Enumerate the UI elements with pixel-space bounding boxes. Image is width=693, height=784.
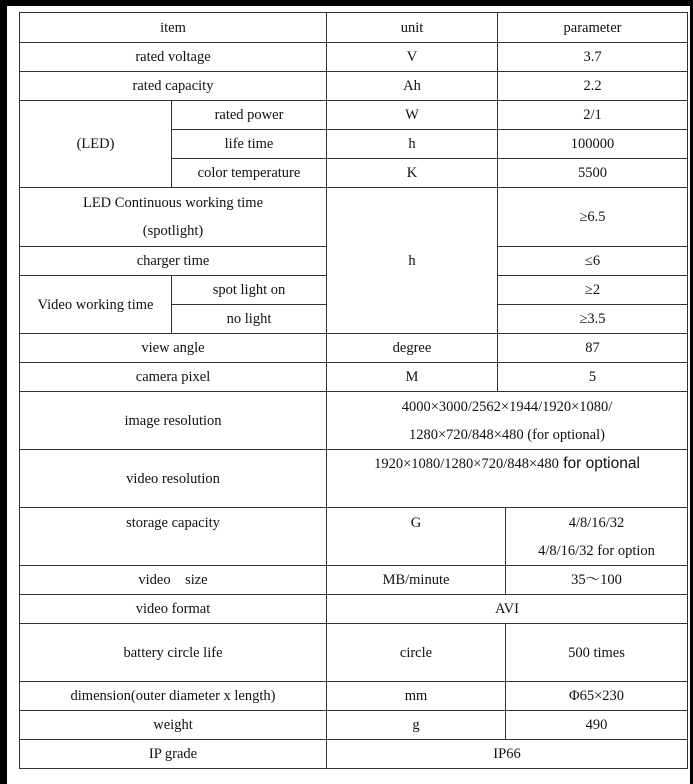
charger-time-value: ≤6 <box>498 247 688 276</box>
ip-grade-label: IP grade <box>20 740 327 769</box>
weight-label: weight <box>20 711 327 740</box>
weight-unit: g <box>327 711 506 740</box>
image-resolution-line1: 4000×3000/2562×1944/1920×1080/ <box>401 398 613 415</box>
video-working-time-label: Video working time <box>20 276 172 334</box>
view-angle-label: view angle <box>20 334 327 363</box>
storage-capacity-label: storage capacity <box>20 508 327 566</box>
video-size-label: video size <box>20 566 327 595</box>
video-format-label: video format <box>20 595 327 624</box>
rated-power-label: rated power <box>172 101 327 130</box>
dimension-value: Φ65×230 <box>506 682 688 711</box>
video-resolution-tail: for optional <box>558 455 640 472</box>
spot-light-on-label: spot light on <box>172 276 327 305</box>
no-light-label: no light <box>172 305 327 334</box>
life-time-label: life time <box>172 130 327 159</box>
view-angle-unit: degree <box>327 334 498 363</box>
header-unit: unit <box>327 13 498 43</box>
rated-capacity-unit: Ah <box>327 72 498 101</box>
led-working-time-line1: LED Continuous working time <box>82 195 264 211</box>
no-light-value: ≥3.5 <box>498 305 688 334</box>
spec-table <box>19 12 688 769</box>
image-resolution-value <box>327 392 688 450</box>
header-item: item <box>20 13 327 43</box>
video-size-value: 35～100 <box>506 566 688 595</box>
working-time-unit: h <box>327 188 498 334</box>
life-time-value: 100000 <box>498 130 688 159</box>
color-temperature-value: 5500 <box>498 159 688 188</box>
weight-value: 490 <box>506 711 688 740</box>
storage-capacity-line1: 4/8/16/32 <box>568 514 625 531</box>
color-temperature-unit: K <box>327 159 498 188</box>
life-time-unit: h <box>327 130 498 159</box>
camera-pixel-value: 5 <box>498 363 688 392</box>
video-size-unit: MB/minute <box>327 566 506 595</box>
storage-capacity-unit: G <box>327 508 506 566</box>
rated-voltage-unit: V <box>327 43 498 72</box>
spot-light-on-value: ≥2 <box>498 276 688 305</box>
image-resolution-line2: 1280×720/848×480 (for optional) <box>409 426 605 443</box>
video-resolution-value <box>327 450 688 508</box>
battery-circle-life-value: 500 times <box>506 624 688 682</box>
video-format-value: AVI <box>327 595 688 624</box>
rated-capacity-value: 2.2 <box>498 72 688 101</box>
rated-power-value: 2/1 <box>498 101 688 130</box>
color-temperature-label: color temperature <box>172 159 327 188</box>
header-parameter: parameter <box>498 13 688 43</box>
rated-power-unit: W <box>327 101 498 130</box>
led-group-label: (LED) <box>20 101 172 188</box>
storage-capacity-value <box>506 508 688 566</box>
dimension-label: dimension(outer diameter x length) <box>20 682 327 711</box>
led-working-time-label <box>20 188 327 247</box>
dimension-unit: mm <box>327 682 506 711</box>
storage-capacity-line2: 4/8/16/32 for option <box>538 542 655 559</box>
camera-pixel-unit: M <box>327 363 498 392</box>
ip-grade-value: IP66 <box>327 740 688 769</box>
led-working-time-value: ≥6.5 <box>498 188 688 247</box>
battery-circle-life-label: battery circle life <box>20 624 327 682</box>
image-resolution-label: image resolution <box>20 392 327 450</box>
video-resolution-main: 1920×1080/1280×720/848×480 <box>374 456 559 472</box>
rated-voltage-label: rated voltage <box>20 43 327 72</box>
rated-capacity-label: rated capacity <box>20 72 327 101</box>
battery-circle-life-unit: circle <box>327 624 506 682</box>
charger-time-label: charger time <box>20 247 327 276</box>
led-working-time-line2: (spotlight) <box>142 223 204 239</box>
camera-pixel-label: camera pixel <box>20 363 327 392</box>
video-resolution-label: video resolution <box>20 450 327 508</box>
rated-voltage-value: 3.7 <box>498 43 688 72</box>
view-angle-value: 87 <box>498 334 688 363</box>
spec-sheet <box>7 6 690 784</box>
